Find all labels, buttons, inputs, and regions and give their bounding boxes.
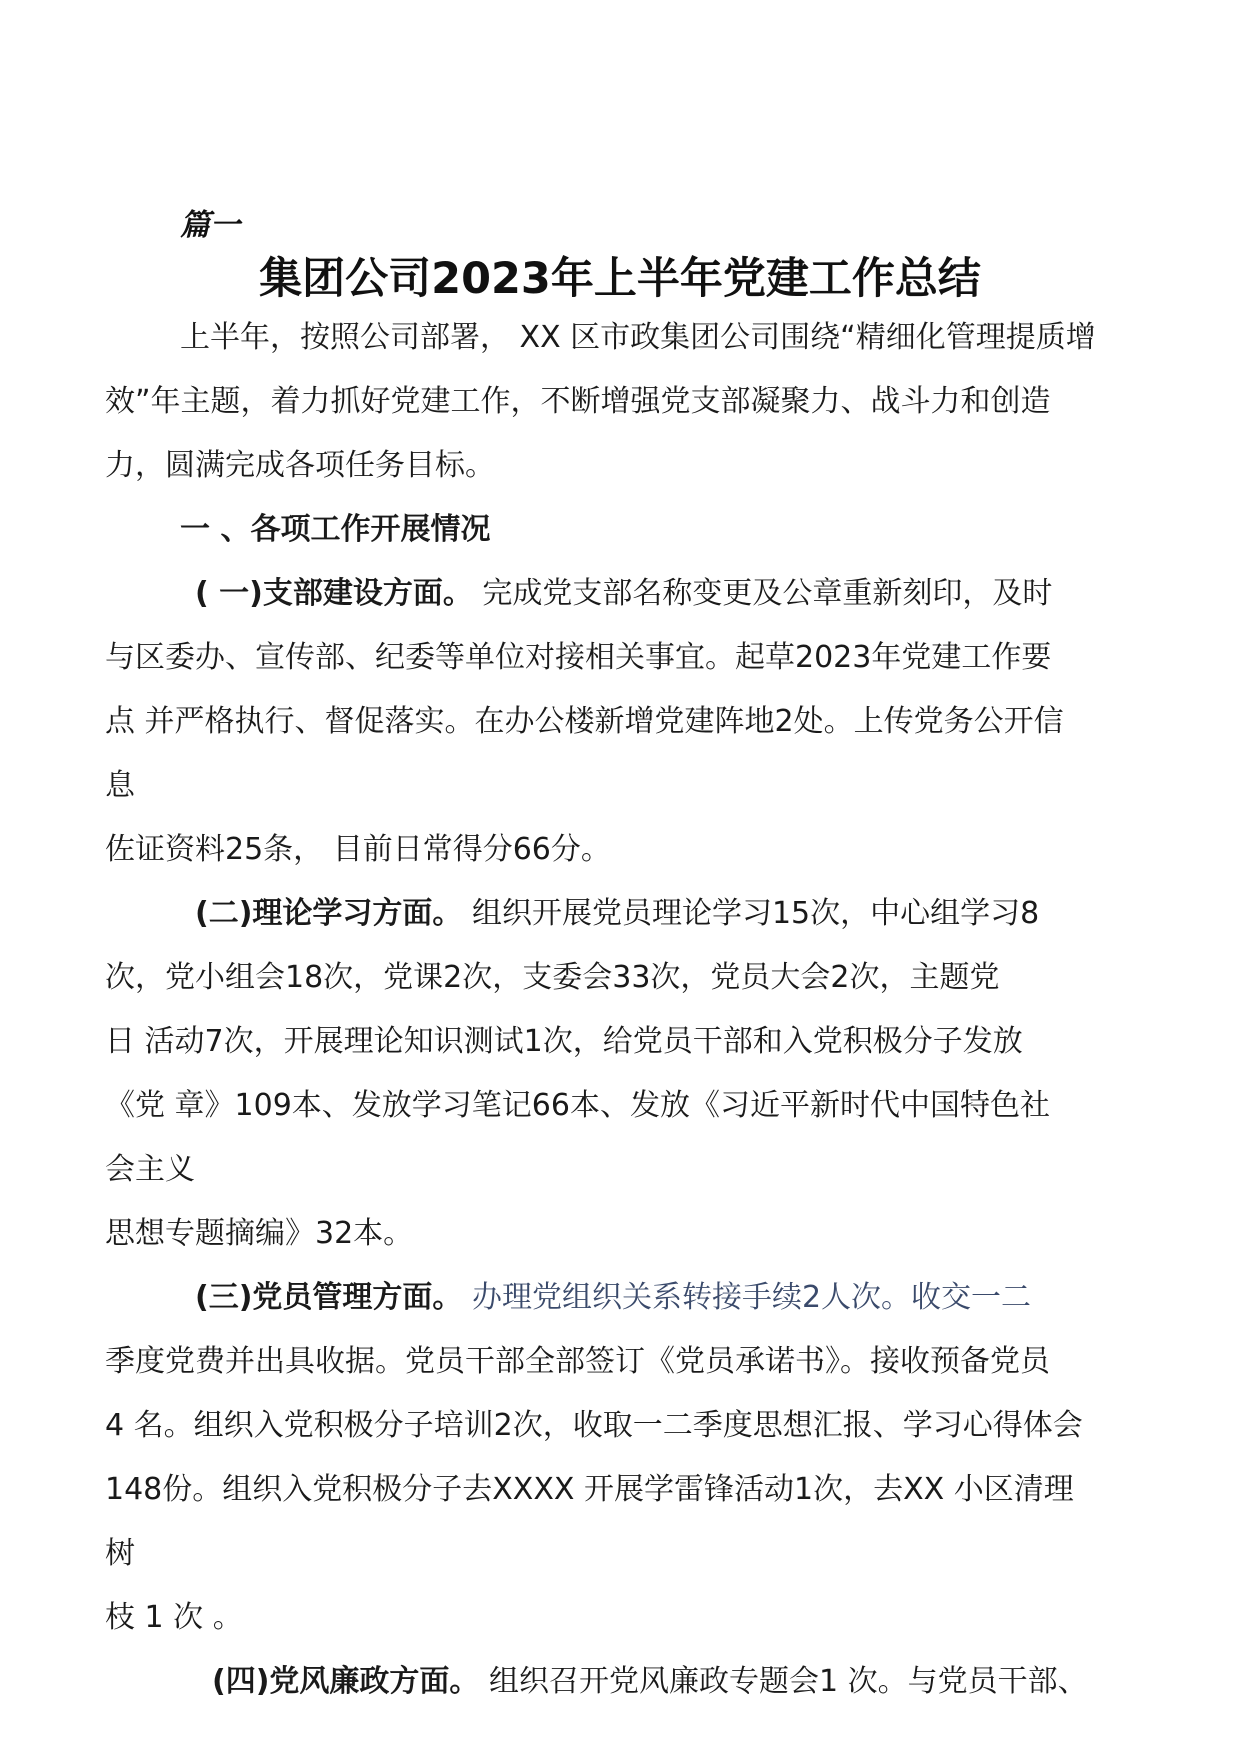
p3-lead: (三)党员管理方面。: [195, 1280, 463, 1315]
p4-line-1: [212, 1662, 1088, 1702]
intro-line-3: 力，圆满完成各项任务目标。: [105, 448, 495, 483]
p3-line-6: 枝 1 次 。: [105, 1600, 243, 1635]
p4-line-1-rest: 组织召开党风廉政专题会1 次。与党员干部、: [479, 1664, 1088, 1699]
p2-lead: (二)理论学习方面。: [195, 896, 463, 931]
p1-line-1: [195, 574, 1052, 614]
p1-line-3: 点 并严格执行、督促落实。在办公楼新增党建阵地2处。上传党务公开信: [105, 704, 1064, 739]
p3-line-1: [195, 1278, 1031, 1318]
p2-line-1-rest: 组织开展党员理论学习15次，中心组学习8: [462, 896, 1040, 931]
p3-line-3: 4 名。组织入党积极分子培训2次，收取一二季度思想汇报、学习心得体会: [105, 1408, 1083, 1443]
p4-lead: (四)党风廉政方面。: [212, 1664, 480, 1699]
p3-line-4: 148份。组织入党积极分子去XXXX 开展学雷锋活动1次，去XX 小区清理: [105, 1472, 1074, 1507]
p3-line-2: 季度党费并出具收据。党员干部全部签订《党员承诺书》。接收预备党员: [105, 1344, 1050, 1379]
p2-line-6: 思想专题摘编》32本。: [105, 1216, 414, 1251]
p2-line-5: 会主义: [105, 1152, 195, 1187]
p1-line-5: 佐证资料25条， 目前日常得分66分。: [105, 832, 611, 867]
p2-line-1: [195, 894, 1039, 934]
document-label: 篇一: [180, 208, 240, 243]
p3-line-1-rest: 办理党组织关系转接手续2人次。收交一二: [462, 1280, 1032, 1315]
p2-line-4: 《党 章》109本、发放学习笔记66本、发放《习近平新时代中国特色社: [105, 1088, 1050, 1123]
document-title: 集团公司2023年上半年党建工作总结: [259, 254, 981, 304]
p1-line-2: 与区委办、宣传部、纪委等单位对接相关事宜。起草2023年党建工作要: [105, 640, 1052, 675]
p2-line-2: 次，党小组会18次，党课2次，支委会33次，党员大会2次，主题党: [105, 960, 1000, 995]
section-heading: 一 、各项工作开展情况: [180, 512, 491, 547]
p1-line-4: 息: [105, 768, 135, 803]
p1-lead: ( 一)支部建设方面。: [195, 576, 473, 611]
intro-line-2: 效”年主题，着力抓好党建工作，不断增强党支部凝聚力、战斗力和创造: [105, 384, 1051, 419]
p3-line-5: 树: [105, 1536, 135, 1571]
p2-line-3: 日 活动7次，开展理论知识测试1次，给党员干部和入党积极分子发放: [105, 1024, 1023, 1059]
p1-line-1-rest: 完成党支部名称变更及公章重新刻印，及时: [472, 576, 1053, 611]
intro-line-1: 上半年，按照公司部署， XX 区市政集团公司围绕“精细化管理提质增: [180, 320, 1096, 355]
